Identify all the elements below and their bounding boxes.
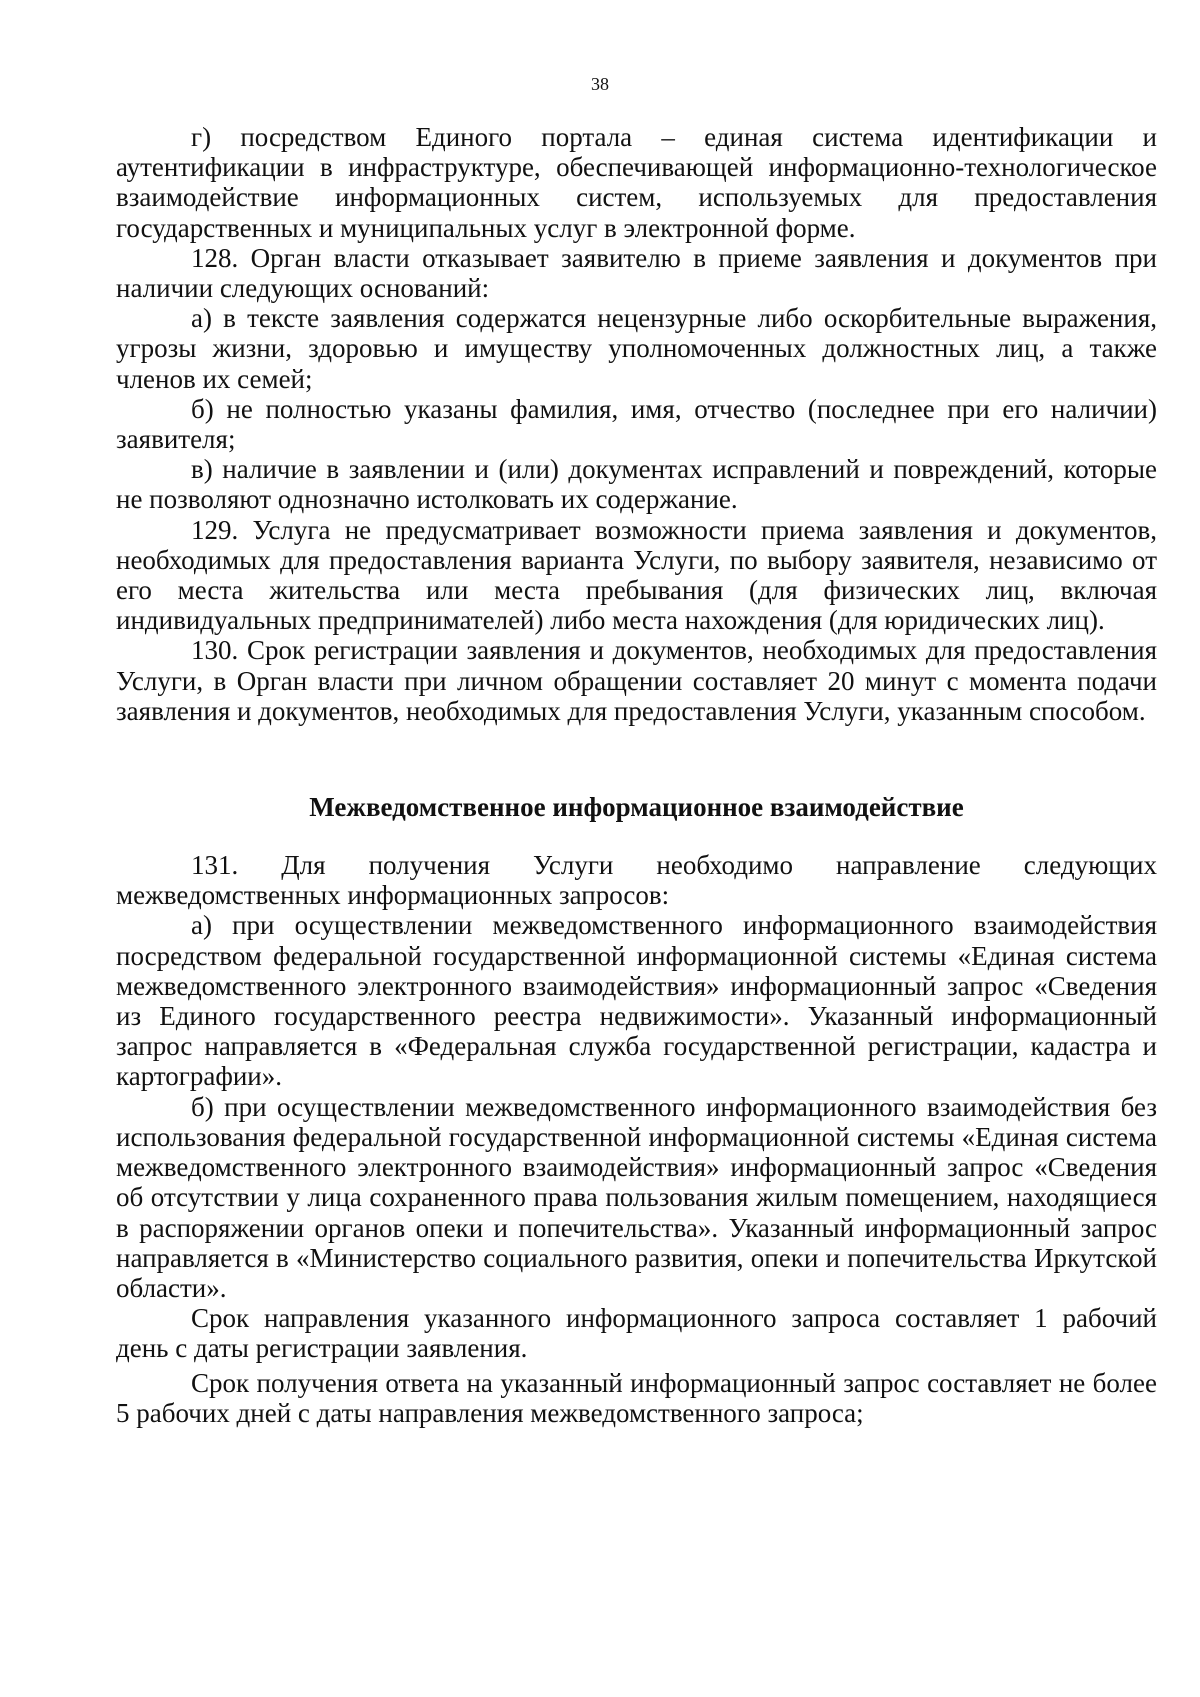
page-number: 38 (591, 74, 609, 94)
document-body (116, 122, 1157, 1428)
paragraph-131: 131. Для получения Услуги необходимо направление следующих межведомственных информационных запросов: (116, 850, 1157, 911)
paragraph-item-g-portal: г) посредством Единого портала – единая система идентификации и аутентификации в инфраструктуре, обеспечивающей информационно-технологическое взаимодействие информационных систем, используемых для предоставления государственных и муниципальных услуг в электронной форме. (116, 122, 1157, 243)
paragraph-request-send-term: Срок направления указанного информационного запроса составляет 1 рабочий день с даты регистрации заявления. (116, 1303, 1157, 1364)
paragraph-128-a: а) в тексте заявления содержатся нецензурные либо оскорбительные выражения, угрозы жизни, здоровью и имуществу уполномоченных должностных лиц, а также членов их семей; (116, 303, 1157, 394)
paragraph-response-term: Срок получения ответа на указанный информационный запрос составляет не более 5 рабочих дней с даты направления межведомственного запроса; (116, 1367, 1157, 1428)
paragraph-130: 130. Срок регистрации заявления и документов, необходимых для предоставления Услуги, в Орган власти при личном обращении составляет 20 минут с момента подачи заявления и документов, необходимых для предоставления Услуги, указанным способом. (116, 635, 1157, 726)
paragraph-128-b: б) не полностью указаны фамилия, имя, отчество (последнее при его наличии) заявителя; (116, 393, 1157, 455)
paragraph-131-b: б) при осуществлении межведомственного информационного взаимодействия без использования федеральной государственной информационной системы «Единая система межведомственного электронного взаимодействия» информационный запрос «Сведения об отсутствии у лица сохраненного права пользования жилым помещением, находящиеся в распоряжении органов опеки и попечительства». Указанный информационный запрос направляется в «Министерство социального развития, опеки и попечительства Иркутской области». (116, 1091, 1157, 1303)
paragraph-131-a: а) при осуществлении межведомственного информационного взаимодействия посредством федеральной государственной информационной системы «Единая система межведомственного электронного взаимодействия» информационный запрос «Сведения из Единого государственного реестра недвижимости». Указанный информационный запрос направляется в «Федеральная служба государственной регистрации, кадастра и картографии». (116, 910, 1157, 1092)
paragraph-128: 128. Орган власти отказывает заявителю в приеме заявления и документов при наличии следующих оснований: (116, 242, 1157, 304)
paragraph-128-v: в) наличие в заявлении и (или) документах исправлений и повреждений, которые не позволяют однозначно истолковать их содержание. (116, 454, 1157, 515)
paragraph-129: 129. Услуга не предусматривает возможности приема заявления и документов, необходимых для предоставления варианта Услуги, по выбору заявителя, независимо от его места жительства или места пребывания (для физических лиц, включая индивидуальных предпринимателей) либо места нахождения (для юридических лиц). (116, 514, 1157, 636)
section-heading: Межведомственное информационное взаимодействие (309, 792, 964, 823)
